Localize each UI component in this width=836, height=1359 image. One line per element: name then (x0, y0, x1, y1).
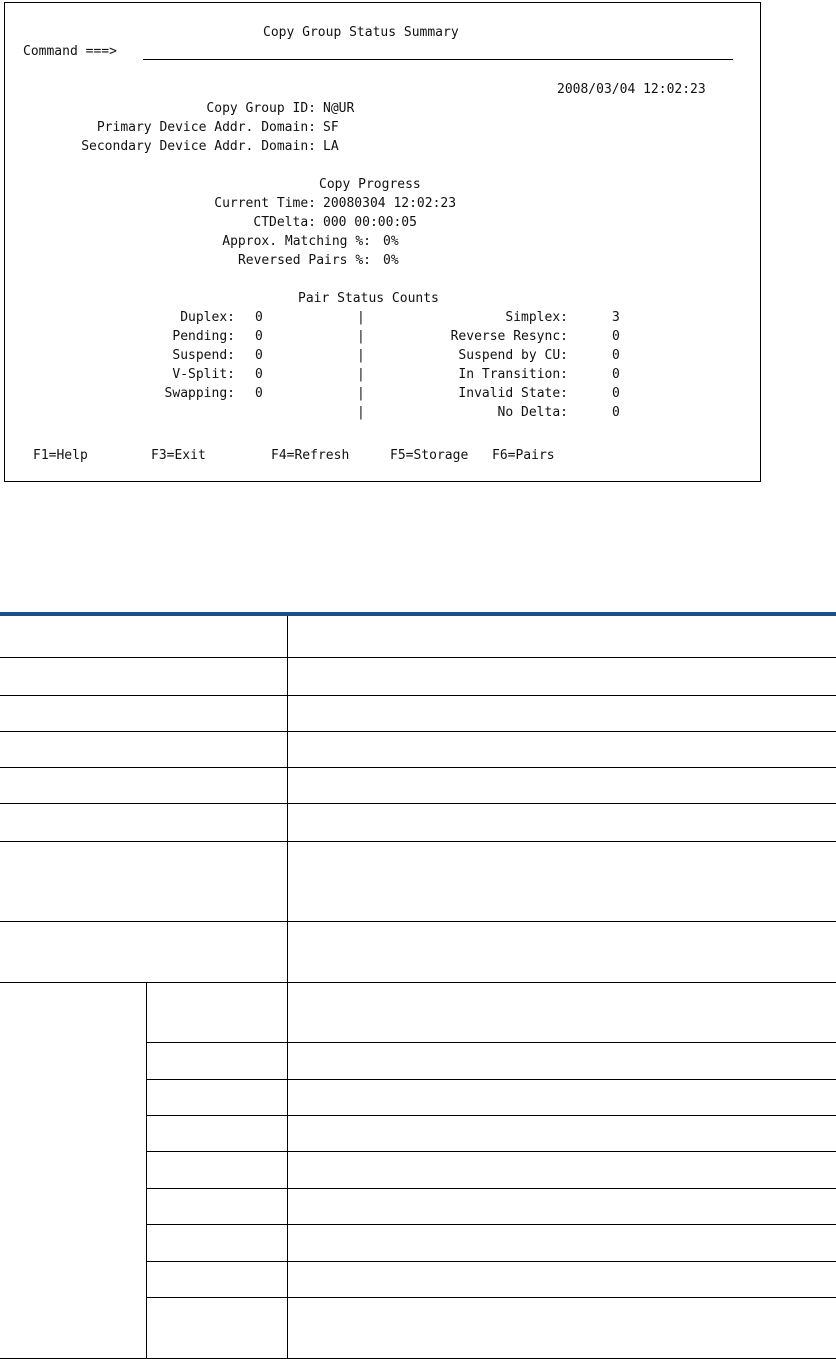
count-value: 0 (612, 386, 620, 401)
count-value: 0 (612, 329, 620, 344)
count-value: 0 (255, 329, 263, 344)
count-label: No Delta: (497, 405, 568, 420)
table-row (146, 1298, 836, 1359)
table-row (146, 983, 836, 1043)
f3-exit-key[interactable]: F3=Exit (151, 448, 206, 463)
separator: | (357, 386, 365, 401)
copy-group-id-value: N@UR (323, 101, 355, 116)
count-value: 0 (255, 386, 263, 401)
ctdelta-label: CTDelta: (253, 215, 316, 230)
approx-matching-value: 0% (383, 234, 399, 249)
count-label: In Transition: (458, 367, 568, 382)
count-value: 3 (612, 310, 620, 325)
separator: | (357, 310, 365, 325)
table-row (146, 1189, 836, 1225)
separator: | (357, 348, 365, 363)
count-label: Invalid State: (458, 386, 568, 401)
count-label: Duplex: (180, 310, 235, 325)
table-row (146, 1116, 836, 1152)
table-row (0, 768, 836, 804)
table-row (0, 922, 836, 983)
f6-pairs-key[interactable]: F6=Pairs (492, 448, 555, 463)
count-value: 0 (255, 348, 263, 363)
primary-domain-label: Primary Device Addr. Domain: (96, 120, 316, 135)
copy-group-id-label: Copy Group ID: (206, 101, 316, 116)
secondary-domain-value: LA (323, 139, 339, 154)
field-description-table (0, 612, 836, 1355)
f4-refresh-key[interactable]: F4=Refresh (271, 448, 350, 463)
current-time-label: Current Time: (214, 196, 316, 211)
column-divider (146, 983, 147, 1359)
approx-matching-label: Approx. Matching %: (222, 234, 371, 249)
separator: | (357, 405, 365, 420)
table-row (0, 732, 836, 768)
count-value: 0 (255, 310, 263, 325)
count-value: 0 (612, 367, 620, 382)
table-row (0, 804, 836, 842)
reversed-pairs-value: 0% (383, 253, 399, 268)
table-row (0, 696, 836, 732)
count-label: Reverse Resync: (450, 329, 568, 344)
count-label: V-Split: (172, 367, 235, 382)
current-time-value: 20080304 12:02:23 (323, 196, 457, 211)
count-label: Suspend: (172, 348, 235, 363)
count-label: Suspend by CU: (458, 348, 568, 363)
table-row (146, 1262, 836, 1298)
table-row (146, 1225, 836, 1262)
reversed-pairs-label: Reversed Pairs %: (237, 253, 371, 268)
table-row (0, 842, 836, 922)
count-value: 0 (255, 367, 263, 382)
separator: | (357, 367, 365, 382)
table-row (0, 658, 836, 696)
table-header-row (0, 616, 836, 658)
command-input[interactable] (143, 59, 733, 60)
separator: | (357, 329, 365, 344)
count-label: Pending: (172, 329, 235, 344)
pair-status-heading: Pair Status Counts (298, 291, 439, 306)
copy-progress-heading: Copy Progress (319, 177, 421, 192)
ctdelta-value: 000 00:00:05 (323, 215, 417, 230)
command-label: Command ===> (23, 44, 117, 59)
table-row (146, 1152, 836, 1189)
datetime: 2008/03/04 12:02:23 (557, 82, 706, 97)
f1-help-key[interactable]: F1=Help (33, 448, 88, 463)
count-value: 0 (612, 405, 620, 420)
count-label: Simplex: (505, 310, 568, 325)
count-label: Swapping: (164, 386, 235, 401)
column-divider (287, 616, 288, 983)
secondary-domain-label: Secondary Device Addr. Domain: (81, 139, 316, 154)
table-row (146, 1043, 836, 1080)
screen-title: Copy Group Status Summary (263, 25, 459, 40)
primary-domain-value: SF (323, 120, 339, 135)
column-divider (287, 983, 288, 1359)
f5-storage-key[interactable]: F5=Storage (390, 448, 469, 463)
copy-group-status-panel (4, 2, 761, 482)
count-value: 0 (612, 348, 620, 363)
table-row (146, 1080, 836, 1116)
